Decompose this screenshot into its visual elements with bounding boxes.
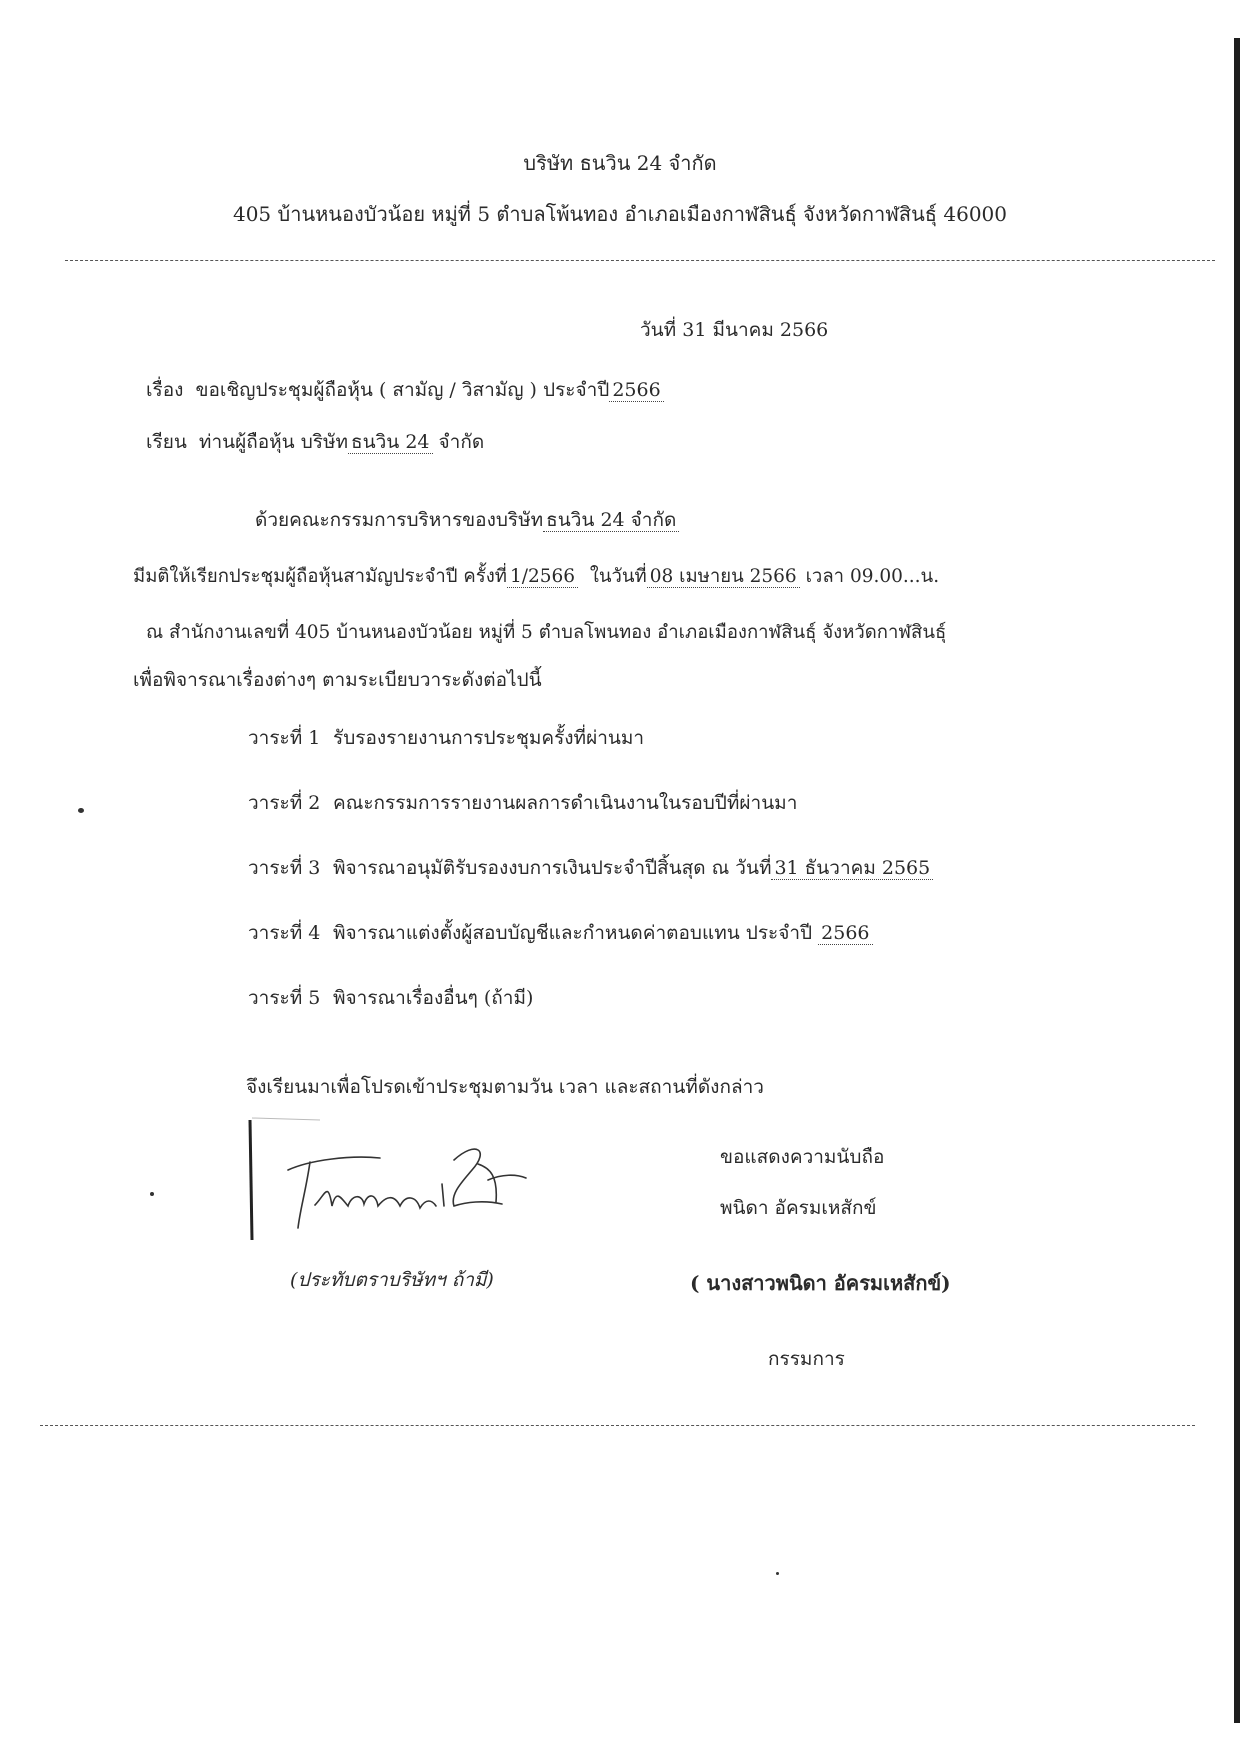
scan-speck [776,1572,779,1575]
meeting-time-label: เวลา [805,566,845,587]
bottom-divider [40,1425,1195,1426]
date-label: วันที่ [640,319,677,341]
agenda-text: พิจารณาเรื่องอื่นๆ (ถ้ามี) [333,987,534,1009]
agenda-fill: 2566 [818,922,872,945]
agenda-item [248,853,933,883]
company-address: 405 บ้านหนองบัวน้อย หมู่ที่ 5 ตำบลโพ้นทอง อำเภอเมืองกาฬสินธุ์ จังหวัดกาฬสินธุ์ 46000 [232,202,1007,226]
meeting-date-label: ในวันที่ [589,566,647,587]
handwritten-signature [240,1110,540,1250]
meeting-time: 09.00...น. [849,566,940,587]
agenda-label: วาระที่ 5 [248,987,321,1009]
stamp-note: (ประทับตราบริษัทฯ ถ้ามี) [290,1269,494,1291]
subject-year: 2566 [609,379,663,402]
recipient-text: ท่านผู้ถือหุ้น บริษัท [198,431,349,453]
signer-name: ( นางสาวพนิดา อัครมเหสักข์) [690,1271,951,1295]
agenda-text: รับรองรายงานการประชุมครั้งที่ผ่านมา [333,727,645,749]
agenda-label: วาระที่ 1 [248,727,321,749]
signer-position: กรรมการ [768,1348,845,1370]
subject-label: เรื่อง [146,379,184,401]
recipient-line [146,427,484,457]
agenda-item [248,723,644,753]
regards-text: ขอแสดงความนับถือ [720,1146,885,1168]
scan-speck [78,808,84,813]
meeting-date: 08 เมษายน 2566 [647,566,800,588]
agenda-text: พิจารณาอนุมัติรับรองงบการเงินประจำปีสิ้นสุด ณ วันที่ [333,857,772,879]
meeting-number: 1/2566 [507,566,578,588]
agenda-item [248,918,873,948]
agenda-text: คณะกรรมการรายงานผลการดำเนินงานในรอบปีที่ผ่านมา [333,792,798,814]
body-line-4: เพื่อพิจารณาเรื่องต่างๆ ตามระเบียบวาระดังต่อไปนี้ [133,669,542,691]
agenda-label: วาระที่ 4 [248,922,321,944]
subject-line [146,375,664,405]
closing-line: จึงเรียนมาเพื่อโปรดเข้าประชุมตามวัน เวลา และสถานที่ดังกล่าว [246,1076,764,1098]
body-line-2 [133,562,939,591]
date-value: 31 มีนาคม 2566 [682,319,829,341]
meeting-intro: มีมติให้เรียกประชุมผู้ถือหุ้นสามัญประจำปี ครั้งที่ [133,566,507,587]
agenda-fill: 31 ธันวาคม 2565 [771,857,933,880]
body-line-1-text: ด้วยคณะกรรมการบริหารของบริษัท [255,509,544,531]
body-line-3: ณ สำนักงานเลขที่ 405 บ้านหนองบัวน้อย หมู่ที่ 5 ตำบลโพนทอง อำเภอเมืองกาฬสินธุ์ จังหวัดกาฬสินธุ์ [146,622,947,643]
subject-text: ขอเชิญประชุมผู้ถือหุ้น ( สามัญ / วิสามัญ ) ประจำปี [195,379,610,401]
company-name: บริษัท ธนวิน 24 จำกัด [523,151,717,175]
agenda-item [248,983,533,1013]
top-divider [65,260,1215,261]
agenda-label: วาระที่ 2 [248,792,321,814]
recipient-company: ธนวิน 24 [348,431,432,454]
body-line-1 [255,505,679,535]
agenda-label: วาระที่ 3 [248,857,321,879]
recipient-suffix: จำกัด [438,431,485,453]
agenda-text: พิจารณาแต่งตั้งผู้สอบบัญชีและกำหนดค่าตอบแทน ประจำปี [333,922,813,944]
page-edge [1234,38,1240,1723]
recipient-label: เรียน [146,431,187,453]
letter-date [640,315,828,345]
signer-signature-text: พนิดา อัครมเหสักข์ [720,1197,877,1219]
scan-speck [150,1192,154,1196]
agenda-item [248,788,797,818]
body-line-1-company: ธนวิน 24 จำกัด [543,509,679,532]
